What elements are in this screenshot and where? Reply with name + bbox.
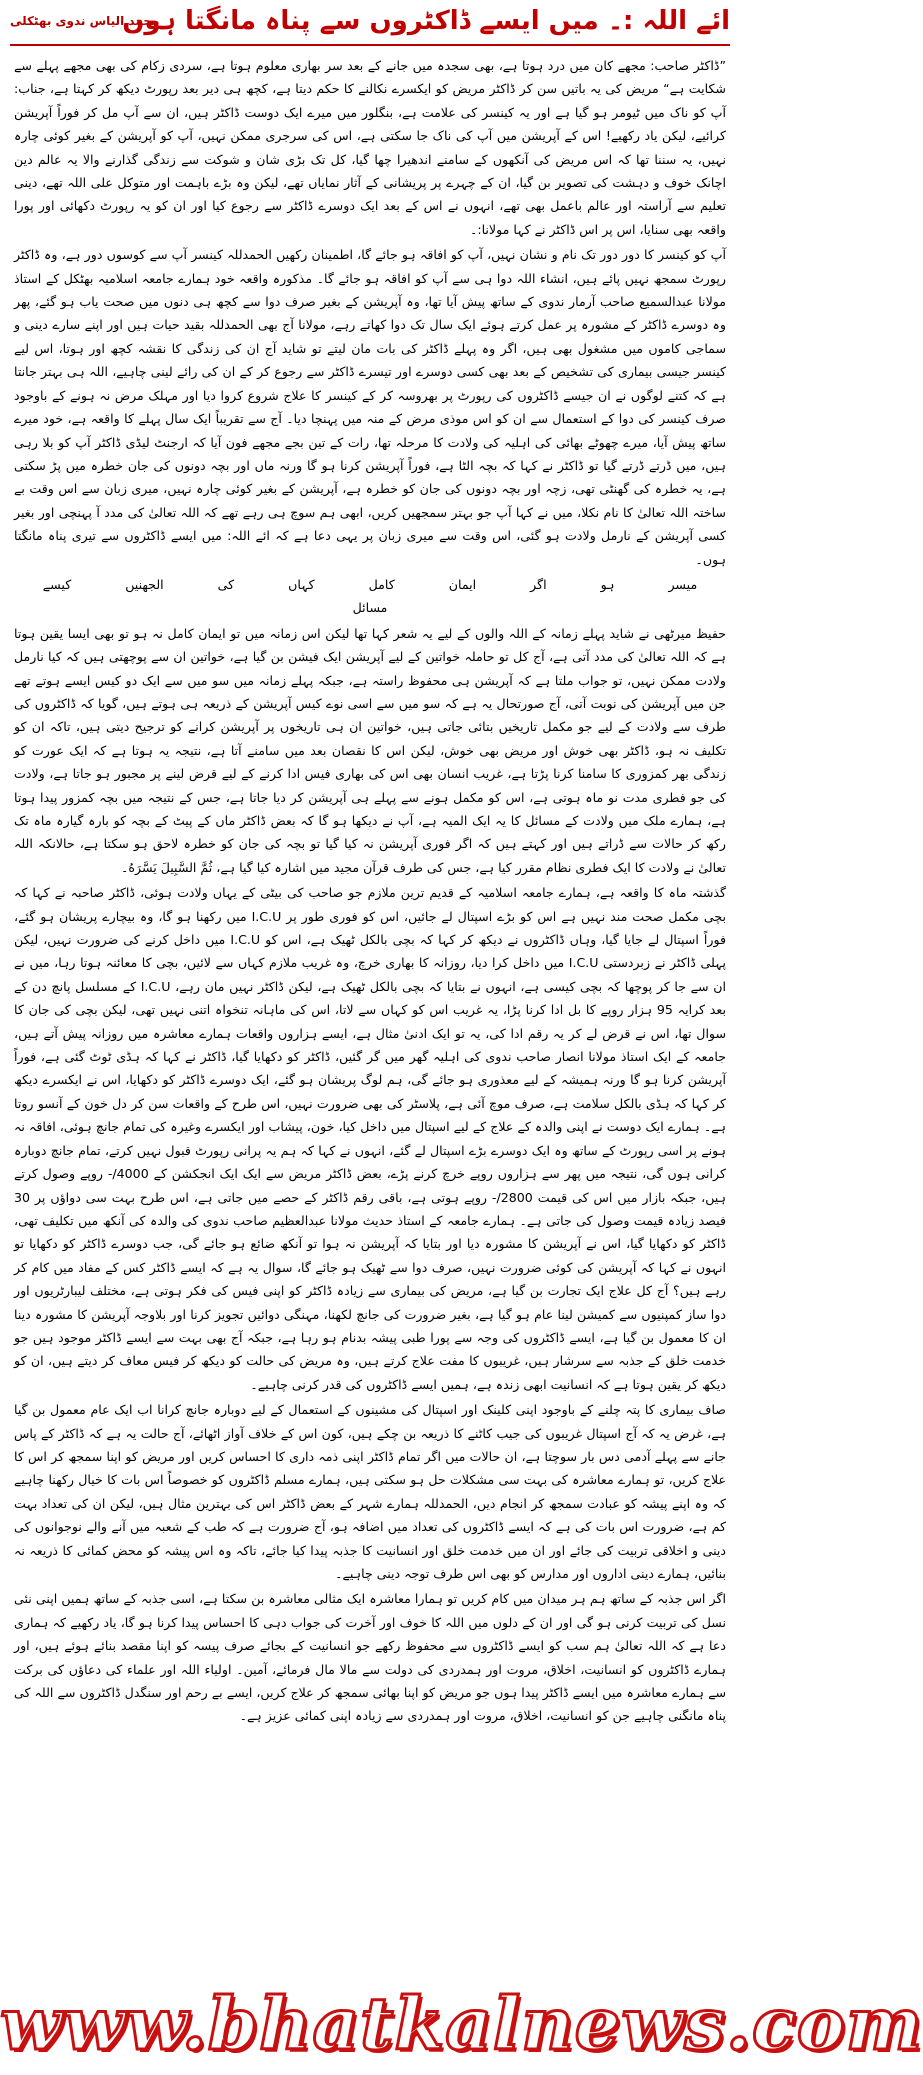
author-name: محمد الیاس ندوی بھٹکلی bbox=[10, 14, 160, 28]
poetry-couplet bbox=[14, 573, 726, 620]
article-header bbox=[10, 6, 730, 40]
paragraph-3: حفیظ میرٹھی نے شاید پہلے زمانہ کے اللہ والوں کے لیے یہ شعر کہا تھا لیکن اس زمانہ میں تو ایمان کامل نہ ہو تو بھی ایسا یقین ہوتا ہے کہ اللہ تعالیٰ کی مدد آتی ہے، آج کل تو حاملہ خواتین کے لیے آپریشن ایک فیشن بن گیا ہے، خواتین ان سے پوچھتی ہیں کہ کیا نارمل ولادت ممکن نہیں، تو جواب ملتا ہے کہ آپریشن ہی محفوظ راستہ ہے، جبکہ پہلے زمانہ میں سو میں سے ایک دو کیس ایسے ہوتے تھے جن میں آپریشن کی نوبت آتی، آج صورتحال یہ ہے کہ سو میں سے اسی نوے کیس آپریشن کے ذریعہ ہی ہوتے ہیں، گویا کہ ڈاکٹروں کی طرف سے ولادت کے لیے جو مکمل تاریخیں بتائی جاتی ہیں، خواتین ان ہی تاریخوں پر آپریشن کرانے کو ترجیح دیتی ہیں، تاکہ ان کو تکلیف نہ ہو، ڈاکٹر بھی خوش اور مریض بھی خوش، لیکن اس کا نقصان بعد میں سامنے آتا ہے، نتیجہ یہ ہوتا ہے کہ ایک عورت کو زندگی بھر کمزوری کا سامنا کرنا پڑتا ہے، غریب انسان بھی اس کی بھاری فیس ادا کرنے کے لیے قرض لینے پر مجبور ہو جاتا ہے، ولادت کی جو فطری مدت نو ماہ ہوتی ہے، اس کو مکمل ہونے سے پہلے ہی آپریشن کر دیا جاتا ہے، جس کے نتیجہ میں بچہ کمزور پیدا ہوتا ہے، ہمارے ملک میں ولادت کے مسائل کا یہ ایک المیہ ہے، آپ نے دیکھا ہو گا کہ بعض ڈاکٹر ماں کے پیٹ کے بچہ کو بارہ گیارہ ماہ تک رکھ کر حالات سے ڈراتے ہیں اور کہتے ہیں کہ اگر فوری آپریشن نہ کیا گیا تو بچہ کی جان کو خطرہ لاحق ہو سکتا ہے، حالانکہ اللہ تعالیٰ نے ولادت کا ایک فطری نظام مقرر کیا ہے، جس کی طرف قرآن مجید میں اشارہ کیا گیا ہے، ثُمَّ السَّبِيلَ يَسَّرَهُ۔ bbox=[14, 625, 726, 875]
paragraph-5: صاف بیماری کا پتہ چلنے کے باوجود اپنی کلینک اور اسپتال کی مشینوں کے استعمال کے لیے دوبارہ جانچ کرانا اب ایک عام معمول بن گیا ہے، غرض یہ کہ آج اسپتال غریبوں کی جیب کاٹنے کا ذریعہ بن چکے ہیں، کون اس کے خلاف آواز اٹھائے، آج حالت یہ ہے کہ ڈاکٹر کے پاس جانے سے پہلے آدمی دس بار سوچتا ہے، ان حالات میں اگر تمام ڈاکٹر اپنی ذمہ داری کا احساس کریں اور مریض کو اپنا سمجھ کر اس کا علاج کریں، تو ہمارے معاشرہ کی بہت سی مشکلات حل ہو سکتی ہیں، ہمارے مسلم ڈاکٹروں کو خصوصاً اس بات کا خیال رکھنا چاہیے کہ وہ اپنے پیشہ کو عبادت سمجھ کر انجام دیں، الحمدللہ ہمارے شہر کے بعض ڈاکٹر اس کی بہترین مثال ہیں، لیکن ان کی تعداد بہت کم ہے، ضرورت اس بات کی ہے کہ ایسے ڈاکٹروں کی تعداد میں اضافہ ہو، آج ضرورت ہے کہ طب کے شعبہ میں آنے والے نوجوانوں کی دینی و اخلاقی تربیت کی جائے اور ان میں خدمت خلق اور انسانیت کا جذبہ پیدا کیا جائے، تاکہ وہ اس پیشہ کو محض کمائی کا ذریعہ نہ بنائیں، ہمارے دینی اداروں اور مدارس کو بھی اس طرف توجہ دینی چاہیے۔ bbox=[14, 1402, 726, 1581]
article-title: ائے اللہ :۔ میں ایسے ڈاکٹروں سے پناہ مانگتا ہوں bbox=[122, 6, 730, 36]
paragraph-6: اگر اس جذبہ کے ساتھ ہم ہر میدان میں کام کریں تو ہمارا معاشرہ ایک مثالی معاشرہ بن سکتا ہے، اسی جذبہ کے ساتھ ہمیں اپنی نئی نسل کی تربیت کرنی ہو گی اور ان کے دلوں میں اللہ کا خوف اور آخرت کی جواب دہی کا احساس پیدا کرنا ہو گا، یاد رکھیے کہ ہماری دعا ہے کہ اللہ تعالیٰ ہم سب کو ایسے ڈاکٹروں سے محفوظ رکھے جو انسانیت کے بجائے صرف پیسہ کو اپنا مقصد بنائے ہوئے ہیں، اور ہمارے ڈاکٹروں کو انسانیت، اخلاق، مروت اور ہمدردی کی دولت سے مالا مال فرمائے، آمین۔ اولیاء اللہ اور علماء کی دعاؤں کی برکت سے ہمارے معاشرہ میں ایسے ڈاکٹر پیدا ہوں جو مریض کو اپنا بھائی سمجھ کر علاج کریں، ایسے بے رحم اور سنگدل ڈاکٹروں سے اللہ کی پناہ مانگنی چاہیے جن کو انسانیت، اخلاق، مروت اور ہمدردی سے زیادہ اپنی کمائی عزیز ہے۔ bbox=[14, 1591, 726, 1724]
header-divider bbox=[10, 44, 730, 46]
website-url-logo[interactable]: www.bhatkalnews.com bbox=[0, 1981, 923, 2066]
site-footer bbox=[0, 1981, 923, 2067]
couplet-first-line: میسر ہو اگر ایمان کامل bbox=[368, 576, 698, 592]
couplet-second-line: کہاں کی الجھنیں کیسے مسائل bbox=[42, 576, 388, 616]
paragraph-2: آپ کو کینسر کا دور دور تک نام و نشان نہیں، آپ کو افاقہ ہو جائے گا، اطمینان رکھیں الحمدللہ کینسر آپ سے کوسوں دور ہے، وہ ڈاکٹر رپورٹ سمجھ نہیں پائے ہیں، انشاء اللہ دوا ہی سے آپ کو افاقہ ہو جائے گا۔ مذکورہ واقعہ خود ہمارے جامعہ اسلامیہ بھٹکل کے استاذ مولانا عبدالسمیع صاحب آرمار ندوی کے ساتھ پیش آیا تھا، وہ آپریشن کے بغیر صرف دوا سے کچھ ہی دنوں میں صحت یاب ہو گئے، پھر وہ دوسرے ڈاکٹر کے مشورہ پر عمل کرتے ہوئے ایک سال تک دوا کھاتے رہے، مولانا آج بھی الحمدللہ بقید حیات ہیں اور اپنے سارے دینی و سماجی کاموں میں مشغول بھی ہیں، اگر وہ پہلے ڈاکٹر کی بات مان لیتے تو شاید آج ان کی زندگی کا نقشہ کچھ اور ہوتا، اس لیے کینسر جیسی بیماری کی تشخیص کے بعد بھی کسی دوسرے اور تیسرے ڈاکٹر سے رجوع کر کے ان کی رائے لینی چاہیے، اللہ ہی بہتر جانتا ہے کہ کتنے لوگوں نے ان جیسے ڈاکٹروں کی رپورٹ پر بھروسہ کر کے کینسر کا علاج شروع کروا دیا اور مہلک مرض نہ ہونے کے باوجود صرف کینسر کی دوا کے استعمال سے ان کو اس موذی مرض کے منہ میں پہنچا دیا۔ آج سے تقریباً ایک سال پہلے کا واقعہ ہے، خود میرے ساتھ پیش آیا، میرے چھوٹے بھائی کی اہلیہ کی ولادت کا مرحلہ تھا، رات کے تین بجے مجھے فون آیا کہ ارجنٹ لیڈی ڈاکٹر آپ کو بلا رہی ہیں، میں ڈرتے ڈرتے گیا تو ڈاکٹر نے کہا کہ بچہ الٹا ہے، فوراً آپریشن کرنا ہو گا ورنہ ماں اور بچہ دونوں کی جان خطرہ میں پڑ سکتی ہے، یہ خطرہ کی گھنٹی تھی، زچہ اور بچہ دونوں کی جان کو خطرہ ہے، آپریشن کے بغیر کوئی چارہ نہیں، میری زبان سے اس وقت بے ساختہ اللہ تعالیٰ کا نام نکلا، میں نے کہا آپ جو بہتر سمجھیں کریں، ابھی ہم سوچ ہی رہے تھے کہ اللہ تعالیٰ کی مدد آ پہنچی اور بغیر کسی آپریشن کے نارمل ولادت ہو گئی، اس وقت سے میری زبان پر یہی دعا ہے کہ ائے اللہ: میں ایسے ڈاکٹروں سے تیری پناہ مانگتا ہوں۔ bbox=[14, 247, 726, 567]
paragraph-1: ”ڈاکٹر صاحب: مجھے کان میں درد ہوتا ہے، بھی سجدہ میں جانے کے بعد سر بھاری معلوم ہوتا ہے، سردی زکام کی بھی مجھے پہلے سے شکایت ہے“ مریض کی یہ باتیں سن کر ڈاکٹر مریض کو ایکسرے نکالنے کا حکم دیتا ہے، کچھ ہی دیر بعد رپورٹ دیکھ کر کہتا ہے، جناب: آپ کو ناک میں ٹیومر ہو گیا ہے اور یہ کینسر کی علامت ہے، بنگلور میں میرے ایک دوست ڈاکٹر ہیں، ان سے آپ مل کر فوراً آپریشن کرائیے، لیکن یاد رکھیے! اس کے آپریشن میں آپ کی ناک جا سکتی ہے، اس کی سرجری ممکن نہیں، آپ کو آپریشن کے بغیر کوئی چارہ نہیں، یہ سننا تھا کہ اس مریض کی آنکھوں کے سامنے اندھیرا چھا گیا، کل تک بڑی شان و شوکت سے زندگی گذارنے والا یہ عالم دین اچانک خوف و دہشت کی تصویر بن گیا، ان کے چہرے پر پریشانی کے آثار نمایاں تھے، لیکن وہ بڑے باہمت اور متوکل علی اللہ تھے، دینی تعلیم سے آراستہ اور عالم باعمل بھی تھے، انہوں نے اس کے بعد ایک دوسرے ڈاکٹر سے رجوع کیا اور ان کو یہ رپورٹ دکھائی اور پورا واقعہ بھی سنایا، اس پر اس ڈاکٹر نے کہا مولانا:۔ bbox=[14, 58, 726, 237]
paragraph-4: گذشتہ ماہ کا واقعہ ہے، ہمارے جامعہ اسلامیہ کے قدیم ترین ملازم جو صاحب کی بیٹی کے یہاں ولادت ہوئی، ڈاکٹر صاحبہ نے کہا کہ بچی مکمل صحت مند نہیں ہے اس کو بڑے اسپتال لے جائیں، اس کو فوری طور پر I.C.U میں رکھنا ہو گا، وہ بیچارے پریشان ہو گئے، فوراً اسپتال لے جایا گیا، وہاں ڈاکٹروں نے دیکھ کر کہا کہ بچی بالکل ٹھیک ہے، اس کو I.C.U میں داخل کرنے کی ضرورت نہیں، لیکن پہلی ڈاکٹر نے زبردستی I.C.U میں داخل کرا دیا، روزانہ کا بھاری خرچ، وہ غریب ملازم کہاں سے لائیں، بچی کا معائنہ ہوتا رہا، میں نے ان سے جا کر پوچھا کہ بچی کیسی ہے، انہوں نے بتایا کہ بچی بالکل ٹھیک ہے، لیکن ڈاکٹر نہیں مان رہے، I.C.U کے مسلسل پانچ دن کے بعد کرایہ 95 ہزار روپے کا بل ادا کرنا پڑا، یہ غریب اس کو کہاں سے لاتا، اس کی ماہانہ تنخواہ اتنی نہیں تھی، لیکن بچی کی جان کا سوال تھا، اس نے قرض لے کر یہ رقم ادا کی، یہ تو ایک ادنیٰ مثال ہے، ایسے ہزاروں واقعات ہمارے معاشرہ میں روزانہ پیش آتے ہیں، جامعہ کے ایک استاذ مولانا انصار صاحب ندوی کی اہلیہ گھر میں گر گئیں، ڈاکٹر کو دکھایا گیا، ڈاکٹر نے کہا کہ ہڈی ٹوٹ گئی ہے، فوراً آپریشن کرنا ہو گا ورنہ ہمیشہ کے لیے معذوری ہو جائے گی، ہم لوگ پریشان ہو گئے، ایک دوسرے ڈاکٹر کو دکھایا، اس نے ایکسرے دیکھ کر کہا کہ ہڈی بالکل سلامت ہے، صرف موچ آئی ہے، پلاسٹر کی بھی ضرورت نہیں، اس طرح کے واقعات سن کر دل خون کے آنسو روتا ہے۔ ہمارے ایک دوست نے اپنی والدہ کے علاج کے لیے اسپتال میں داخل کیا، خون، پیشاب اور ایکسرے وغیرہ کی تمام جانچ ہوئی، افاقہ نہ ہونے پر اسی رپورٹ کے ساتھ وہ ایک دوسرے بڑے اسپتال لے گئے، انہوں نے کہا کہ ہم یہ پرانی رپورٹ قبول نہیں کرتے، تمام جانچ دوبارہ کرانی ہوں گی، نتیجہ میں پھر سے ہزاروں روپے خرچ کرنے پڑے، بعض ڈاکٹر مریض سے ایک ایک انجکشن کے 4000/- روپے وصول کرتے ہیں، جبکہ بازار میں اس کی قیمت 2800/- روپے ہوتی ہے، باقی رقم ڈاکٹر کے حصے میں جاتی ہے، اس طرح بہت سی دواؤں پر 30 فیصد زیادہ قیمت وصول کی جاتی ہے۔ ہمارے جامعہ کے استاذ حدیث مولانا عبدالعظیم صاحب ندوی کی والدہ کی آنکھ میں تکلیف تھی، ڈاکٹر کو دکھایا گیا، اس نے آپریشن کا مشورہ دیا اور بتایا کہ آپریشن نہ ہوا تو آنکھ ضائع ہو جائے گی، جب دوسرے ڈاکٹر کو دکھایا تو انہوں نے کہا کہ آپریشن کی کوئی ضرورت نہیں، صرف دوا سے ٹھیک ہو جائے گا، سوال یہ ہے کہ ایسے ڈاکٹر کس کے مفاد میں کام کر رہے ہیں؟ آج کل علاج ایک تجارت بن گیا ہے، مریض کی بیماری سے زیادہ ڈاکٹر کو اپنی فیس کی فکر ہوتی ہے، مختلف لیبارٹریوں اور دوا ساز کمپنیوں سے کمیشن لینا عام ہو گیا ہے، بغیر ضرورت کی جانچ لکھنا، مہنگی دوائیں تجویز کرنا اور بلاوجہ آپریشن کا مشورہ دینا ان کا معمول بن گیا ہے، ایسے ڈاکٹروں کی وجہ سے پورا طبی پیشہ بدنام ہو رہا ہے، جبکہ آج بھی بہت سے ایسے ڈاکٹر موجود ہیں جو خدمت خلق کے جذبہ سے سرشار ہیں، غریبوں کا مفت علاج کرتے ہیں، وہ مریض کی حالت کو دیکھ کر فیس معاف کر دیتے ہیں، ان کو دیکھ کر یقین ہوتا ہے کہ انسانیت ابھی زندہ ہے، ہمیں ایسے ڈاکٹروں کی قدر کرنی چاہیے۔ bbox=[14, 885, 727, 1392]
article-body bbox=[14, 54, 726, 1964]
